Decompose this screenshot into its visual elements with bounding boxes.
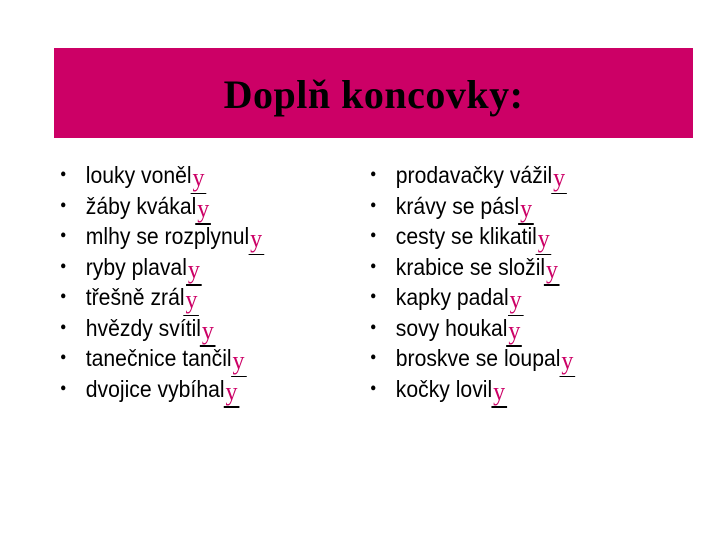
answer-blank: [493, 374, 505, 404]
answer-blank: [561, 343, 573, 373]
ending-letter: y: [250, 224, 263, 253]
bullet: •: [60, 194, 67, 217]
item-text: tanečnice tančil: [85, 345, 232, 371]
answer-blank: [202, 313, 214, 343]
item-text: sovy houkal: [395, 314, 508, 341]
ending-letter: y: [520, 193, 533, 223]
bullet: •: [60, 286, 67, 308]
ending-letter: y: [508, 315, 521, 345]
bullet: •: [370, 377, 377, 400]
item-text: ryby plaval: [85, 253, 187, 280]
blank-underline: [491, 406, 507, 408]
bullet: •: [60, 347, 67, 369]
left-exercise-list: [60, 160, 280, 404]
ending-letter: y: [493, 376, 506, 406]
ending-letter: y: [197, 193, 210, 223]
answer-blank: [197, 191, 209, 221]
answer-blank: [553, 160, 565, 190]
ending-letter: y: [192, 163, 205, 192]
item-text: cesty se klikatil: [395, 223, 537, 249]
exercise-item: [60, 282, 262, 313]
exercise-item: [370, 191, 573, 222]
answer-blank: [520, 191, 532, 221]
title-banner: [54, 48, 693, 138]
ending-letter: y: [546, 254, 558, 284]
answer-blank: [233, 343, 245, 373]
bullet: •: [370, 286, 377, 308]
item-text: mlhy se rozplynul: [85, 223, 250, 249]
ending-letter: y: [187, 254, 200, 284]
answer-blank: [546, 252, 558, 282]
item-text: prodavačky vážil: [395, 162, 553, 188]
exercise-item: [370, 221, 573, 252]
answer-blank: [193, 160, 205, 190]
ending-letter: y: [185, 285, 198, 314]
blank-underline: [224, 406, 240, 408]
exercise-item: [370, 252, 573, 283]
exercise-item: [60, 313, 262, 344]
exercise-item: [370, 313, 573, 344]
answer-blank: [508, 313, 520, 343]
exercise-item: [370, 160, 573, 191]
ending-letter: y: [509, 285, 522, 314]
exercise-item: [60, 374, 262, 405]
exercise-item: [370, 374, 573, 405]
bullet: •: [370, 194, 377, 217]
item-text: kapky padal: [395, 284, 509, 310]
bullet: •: [370, 225, 377, 247]
item-text: hvězdy svítil: [85, 314, 202, 341]
bullet: •: [60, 164, 67, 186]
exercise-item: [60, 221, 262, 252]
item-text: třešně zrál: [85, 284, 185, 310]
exercise-item: [60, 160, 262, 191]
item-text: broskve se loupal: [395, 345, 561, 371]
ending-letter: y: [201, 315, 214, 345]
bullet: •: [60, 225, 67, 247]
exercise-item: [370, 343, 573, 374]
answer-blank: [188, 252, 200, 282]
answer-blank: [185, 282, 197, 312]
bullet: •: [60, 377, 67, 400]
item-text: kočky lovil: [395, 375, 493, 402]
bullet: •: [370, 255, 377, 278]
item-text: dvojice vybíhal: [85, 375, 225, 402]
exercise-item: [60, 191, 262, 222]
ending-letter: y: [232, 346, 245, 375]
answer-blank: [225, 374, 237, 404]
bullet: •: [370, 347, 377, 369]
ending-letter: y: [553, 163, 566, 192]
exercise-item: [60, 252, 262, 283]
item-text: krabice se složil: [395, 253, 546, 280]
exercise-item: [370, 282, 573, 313]
ending-letter: y: [225, 376, 238, 406]
answer-blank: [538, 221, 550, 251]
item-text: krávy se pásl: [395, 192, 520, 219]
answer-blank: [250, 221, 262, 251]
ending-letter: y: [561, 346, 574, 375]
bullet: •: [60, 255, 67, 278]
exercise-item: [60, 343, 262, 374]
ending-letter: y: [537, 224, 550, 253]
answer-blank: [510, 282, 522, 312]
slide-title: Doplň koncovky:: [223, 72, 524, 117]
item-text: louky voněl: [85, 162, 192, 188]
item-text: žáby kvákal: [85, 192, 197, 219]
bullet: •: [370, 164, 377, 186]
bullet: •: [370, 316, 377, 339]
bullet: •: [60, 316, 67, 339]
right-exercise-list: [370, 160, 591, 404]
